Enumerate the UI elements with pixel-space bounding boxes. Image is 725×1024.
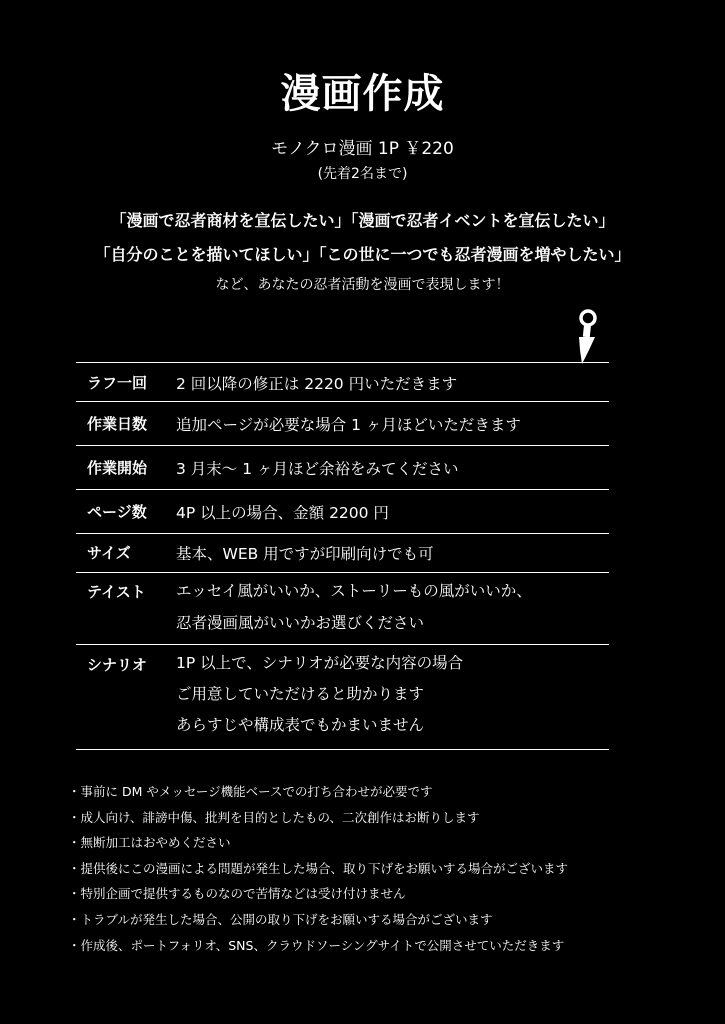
rule-item: ・成人向け、誹謗中傷、批判を目的としたもの、二次創作はお断りします xyxy=(68,809,480,825)
page-title: 漫画作成 xyxy=(280,71,445,117)
table-row xyxy=(76,446,609,490)
row-value xyxy=(176,413,609,445)
row-value xyxy=(176,575,609,644)
row-value xyxy=(176,542,609,572)
row-text: 4P 以上の場合、金額 2200 円 xyxy=(176,504,389,522)
rule-item: ・事前に DM やメッセージ機能ベースでの打ち合わせが必要です xyxy=(68,784,433,799)
rule-item: ・無断加工はおやめください xyxy=(68,835,231,851)
row-label: サイズ xyxy=(87,544,131,562)
rules-list xyxy=(68,782,688,961)
row-text: 忍者漫画風がいいかお選びください xyxy=(176,614,425,632)
table-row xyxy=(76,573,609,645)
table-row xyxy=(76,534,609,573)
row-value xyxy=(176,372,609,401)
row-text: ご用意していただけると助かります xyxy=(176,685,425,703)
rule-item: ・特別企画で提供するものなので苦情などは受け付けません xyxy=(68,886,406,902)
row-label: 作業日数 xyxy=(87,415,148,433)
quote-line-1: 「漫画で忍者商材を宣伝したい」「漫画で忍者イベントを宣伝したい」 xyxy=(110,211,615,230)
table-row xyxy=(76,402,609,446)
table-row xyxy=(76,363,609,402)
table-row xyxy=(76,490,609,534)
row-label: 作業開始 xyxy=(87,459,148,477)
row-text: 3 月末〜 1 ヶ月ほど余裕をみてください xyxy=(176,460,459,478)
row-label: シナリオ xyxy=(87,656,147,674)
table-row xyxy=(76,645,609,750)
tagline: など、あなたの忍者活動を漫画で表現します！ xyxy=(215,277,510,293)
rule-item: ・提供後にこの漫画による問題が発生した場合、取り下げをお願いする場合がございます xyxy=(68,860,569,876)
row-value xyxy=(176,648,609,749)
row-label: テイスト xyxy=(87,583,146,601)
row-value xyxy=(176,501,609,533)
rule-item: ・作成後、ポートフォリオ、SNS、クラウドソーシングサイトで公開させていただきます xyxy=(68,937,565,953)
row-text: あらすじや構成表でもかまいません xyxy=(176,716,425,734)
row-text: エッセイ風がいいか、ストーリーもの風がいいか、 xyxy=(176,582,532,600)
row-text: 追加ページが必要な場合 1 ヶ月ほどいただきます xyxy=(176,416,521,434)
rule-item: ・トラブルが発生した場合、公開の取り下げをお願いする場合がございます xyxy=(68,911,493,927)
row-text: 基本、WEB 用ですが印刷向けでも可 xyxy=(176,545,434,563)
row-label: ページ数 xyxy=(87,503,147,521)
limit-note: (先着2名まで) xyxy=(317,166,408,182)
row-text: 2 回以降の修正は 2220 円いただきます xyxy=(176,375,458,393)
kunai-icon xyxy=(568,306,604,364)
row-label: ラフ一回 xyxy=(87,374,148,392)
terms-table xyxy=(76,362,609,750)
price-line: モノクロ漫画 1P ￥220 xyxy=(271,139,454,159)
quote-line-2: 「自分のことを描いてほしい」「この世に一つでも忍者漫画を増やしたい」 xyxy=(94,245,631,264)
row-text: 1P 以上で、シナリオが必要な内容の場合 xyxy=(176,654,464,672)
row-value xyxy=(176,457,609,489)
